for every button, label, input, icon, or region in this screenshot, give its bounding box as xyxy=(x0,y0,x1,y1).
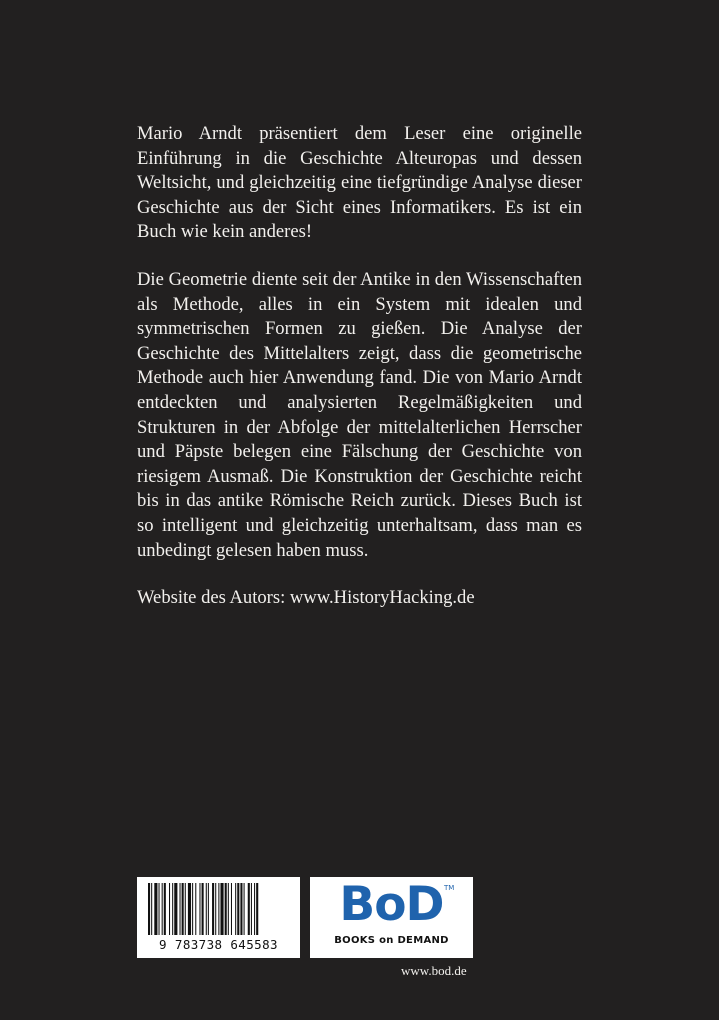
barcode-bar xyxy=(251,883,252,935)
isbn-barcode xyxy=(137,877,300,958)
barcode-bar xyxy=(148,883,150,935)
barcode-bar xyxy=(212,883,214,935)
barcode-bar xyxy=(202,883,204,935)
blurb xyxy=(137,122,582,611)
trademark-symbol: TM xyxy=(444,884,455,892)
barcode-bar xyxy=(174,883,177,935)
barcode-bar xyxy=(180,883,181,935)
barcode-bar xyxy=(188,883,191,935)
barcode-bar xyxy=(172,883,173,935)
barcode-bar xyxy=(254,883,255,935)
barcode-bar xyxy=(185,883,186,935)
barcode-bar xyxy=(182,883,184,935)
barcode-bar xyxy=(199,883,200,935)
barcode-bar xyxy=(218,883,219,935)
barcode-bar xyxy=(237,883,239,935)
barcode-bar xyxy=(162,883,163,935)
publisher-url: www.bod.de xyxy=(401,963,467,978)
barcode-bar xyxy=(154,883,157,935)
barcode-bar xyxy=(159,883,160,935)
barcode-bar xyxy=(248,883,250,935)
barcode-bar xyxy=(215,883,216,935)
barcode-bar xyxy=(151,883,152,935)
barcode-bar xyxy=(256,883,258,935)
barcode-bar xyxy=(235,883,236,935)
barcode-bar xyxy=(192,883,193,935)
blurb-paragraph-intro: Mario Arndt präsentiert dem Leser eine originelle Einführung in die Geschichte Alteuropas und dessen Weltsicht, und gleichzeitig eine tiefgründige Analyse dieser Geschichte aus der Sicht eines Informatikers. Es ist ein Buch wie kein anderes! xyxy=(137,123,582,243)
barcode-bar xyxy=(225,883,227,935)
publisher-logo xyxy=(310,877,473,958)
bod-tagline: BOOKS on DEMAND xyxy=(334,935,449,946)
barcode-bar xyxy=(169,883,170,935)
isbn-number: 9 783738 645583 xyxy=(159,937,278,952)
barcode-bar xyxy=(208,883,209,935)
barcode-bar xyxy=(220,883,223,935)
barcode-bar xyxy=(195,883,196,935)
author-website: Website des Autors: www.HistoryHacking.de xyxy=(137,587,475,609)
barcode-bar xyxy=(206,883,207,935)
barcode-bar xyxy=(244,883,245,935)
bod-logo-mark: BoD xyxy=(339,877,444,932)
barcode-bar xyxy=(228,883,229,935)
barcode-bar xyxy=(240,883,242,935)
barcode-bar xyxy=(231,883,232,935)
blurb-paragraph-main: Die Geometrie diente seit der Antike in den Wissenschaften als Methode, alles in ein System mit idealen und symmetrischen Formen zu gießen. Die Analyse der Geschichte des Mittelalters zeigt, dass die geometrische Methode auch hier Anwendung fand. Die von Mario Arndt entdeckten und analysierten Regelmäßigkeiten und Strukturen in der Abfolge der mittelalterlichen Herrscher und Päpste belegen eine Fälschung der Geschichte von riesigem Ausmaß. Die Konstruktion der Geschichte reicht bis in das antike Römische Reich zurück. Dieses Buch ist so intelligent und gleichzeitig unterhaltsam, dass man es unbedingt gelesen haben muss. xyxy=(137,268,582,561)
barcode-bar xyxy=(164,883,166,935)
